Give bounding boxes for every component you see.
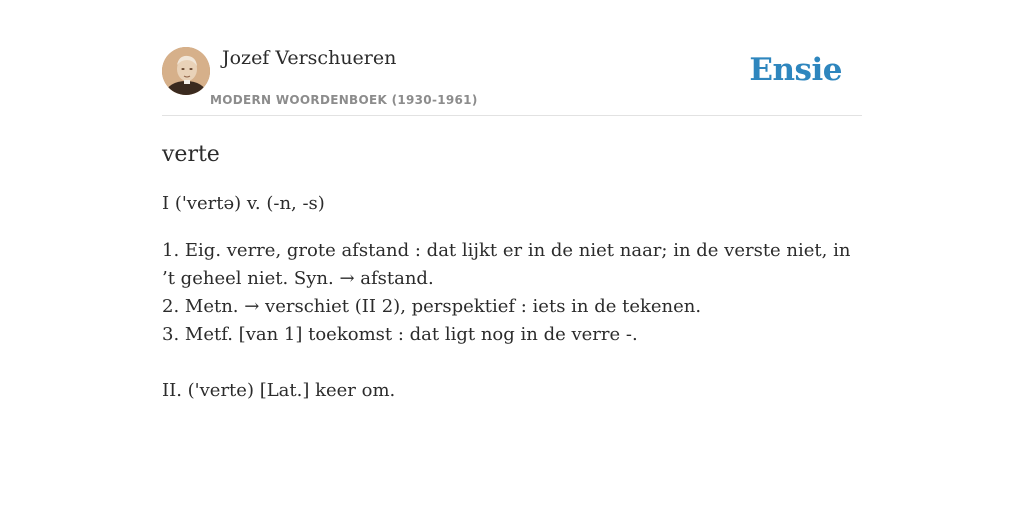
author-name[interactable]: Jozef Verschueren bbox=[222, 47, 397, 69]
brand-logo-link[interactable]: Ensie bbox=[749, 52, 842, 88]
sense-3: 3. Metf. [van 1] toekomst : dat ligt nog in de verre -. bbox=[162, 324, 638, 345]
entry-body bbox=[162, 190, 862, 405]
author-portrait-icon bbox=[162, 47, 210, 95]
headword: verte bbox=[162, 142, 220, 167]
entry-header bbox=[162, 44, 862, 116]
second-entry: II. ('verte) [Lat.] keer om. bbox=[162, 380, 396, 401]
sense-2: 2. Metn. → verschiet (II 2), perspektief : iets in de tekenen. bbox=[162, 296, 702, 317]
dictionary-entry-card bbox=[162, 44, 862, 405]
pronunciation-line: I ('vertə) v. (-n, -s) bbox=[162, 193, 325, 214]
author-avatar[interactable] bbox=[162, 47, 210, 95]
sense-1: 1. Eig. verre, grote afstand : dat lijkt er in de niet naar; in de verste niet, in ’t geheel niet. Syn. → afstand. bbox=[162, 240, 851, 289]
source-label: MODERN WOORDENBOEK (1930-1961) bbox=[210, 93, 478, 107]
